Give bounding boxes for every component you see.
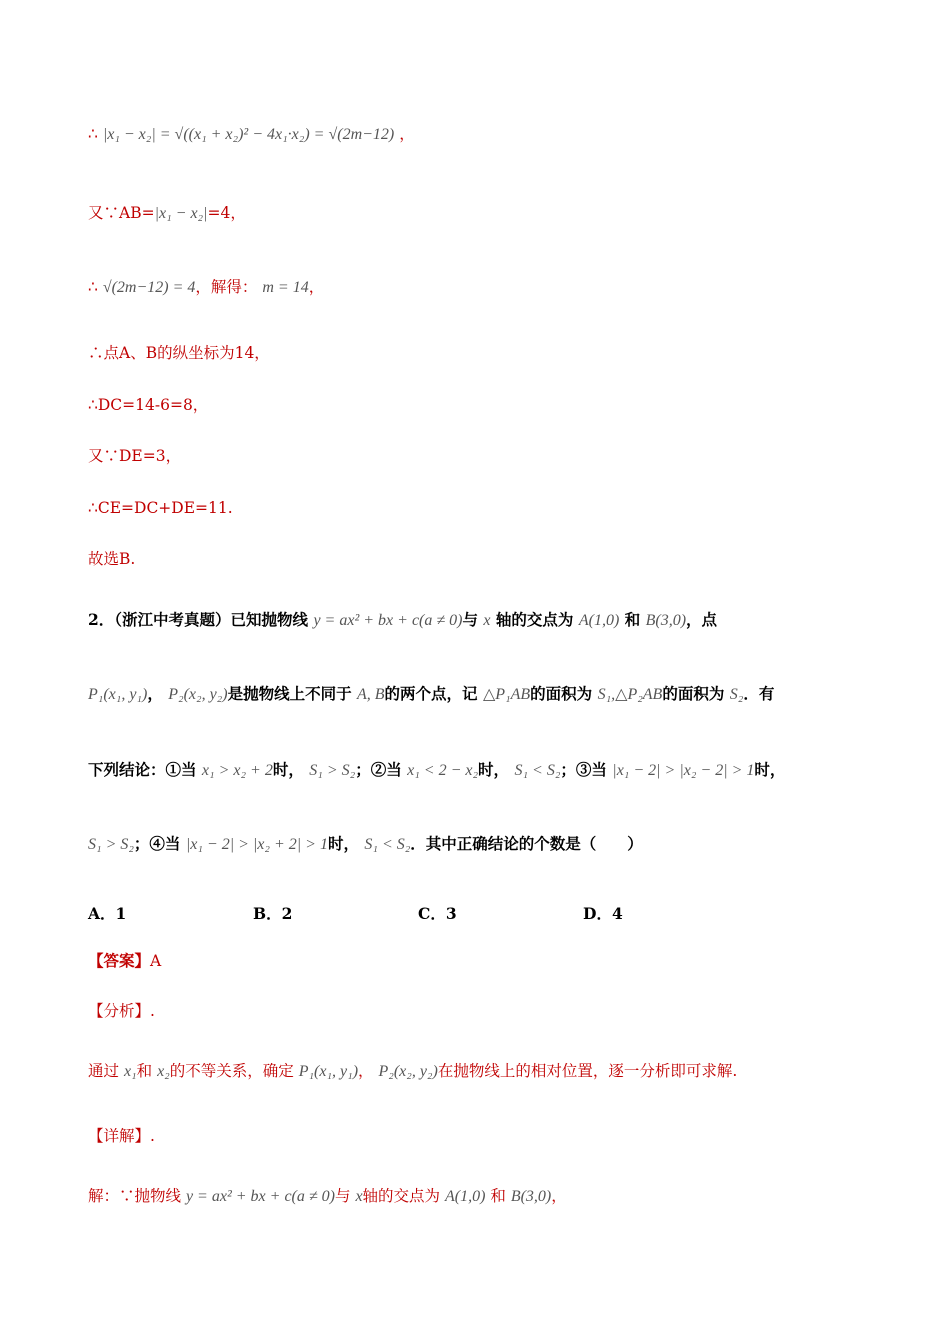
text: ， xyxy=(358,1062,374,1080)
math-p1: P₁(x₁, y₁) xyxy=(298,1063,359,1080)
math-x1: x₁ xyxy=(123,1063,137,1080)
math-result-1: S₁ > S₂ xyxy=(309,762,356,779)
text: 轴的交点为 xyxy=(362,1187,441,1205)
punct: ， xyxy=(399,125,415,143)
detail-label: 【详解】. xyxy=(88,1127,155,1145)
text: 的两个点，记 xyxy=(384,684,478,703)
math-p2: P₂(x₂, y₂) xyxy=(168,686,228,703)
question-2-line-2 xyxy=(88,686,774,703)
text: ， xyxy=(308,278,325,296)
math-sqrt-equation: √(2m−12) = 4 xyxy=(102,279,196,296)
text: 的面积为 xyxy=(662,684,725,703)
solution-line-3 xyxy=(88,280,324,296)
math-condition-1: x₁ > x₂ + 2 xyxy=(201,762,273,779)
text: ．有 xyxy=(743,684,775,703)
text: ，点 xyxy=(686,610,718,629)
text: 轴的交点为 xyxy=(495,610,574,629)
math-result-2: S₁ < S₂ xyxy=(514,762,561,779)
math-s1-triangle-2: S₁,△P₂AB xyxy=(597,686,663,703)
math-p2: P₂(x₂, y₂) xyxy=(378,1063,438,1080)
question-2-line-3 xyxy=(88,762,785,779)
solution-line-5: ∴DC=14-6=8， xyxy=(88,396,209,414)
math-abs-diff: |x₁ − x₂| xyxy=(154,205,208,222)
option-b: B．2 xyxy=(253,904,293,923)
math-condition-3: |x₁ − 2| > |x₂ − 2| > 1 xyxy=(612,762,755,779)
text: 的不等关系，确定 xyxy=(169,1062,294,1080)
solution-line-4: ∴点A、B的纵坐标为14， xyxy=(88,344,270,362)
text: ， xyxy=(551,1187,567,1205)
solution-line-2 xyxy=(88,206,246,222)
math-ab: A, B xyxy=(357,686,385,703)
math-x: x xyxy=(355,1188,363,1205)
text: 解：∵抛物线 xyxy=(88,1187,182,1205)
answer-line xyxy=(88,953,161,970)
analysis-text xyxy=(88,1064,737,1080)
math-triangle-1: △P₁AB xyxy=(482,686,531,703)
text: 通过 xyxy=(88,1062,120,1080)
text: 又∵AB= xyxy=(88,204,155,222)
text: ， xyxy=(147,684,163,703)
solution-line-6: 又∵DE=3， xyxy=(88,447,182,465)
text: 和 xyxy=(136,1062,153,1080)
text: 时， xyxy=(272,760,304,779)
math-point-b: B(3,0) xyxy=(645,612,687,629)
question-2-line-4 xyxy=(88,836,643,853)
text: 时， xyxy=(327,834,359,853)
text: =4， xyxy=(207,204,246,222)
text: ，解得： xyxy=(195,278,258,296)
detail-text xyxy=(88,1189,567,1205)
math-m-value: m = 14 xyxy=(262,279,309,296)
question-number: 2．（浙江中考真题）已知抛物线 xyxy=(88,610,309,629)
text: 时， xyxy=(478,760,510,779)
math-result-4: S₁ < S₂ xyxy=(364,836,411,853)
text: 与 xyxy=(462,610,478,629)
math-point-b: B(3,0) xyxy=(510,1188,552,1205)
solution-line-8: 故选B. xyxy=(88,550,136,568)
therefore-symbol: ∴ xyxy=(88,125,98,143)
math-s2: S₂ xyxy=(729,686,744,703)
text: ；②当 xyxy=(355,760,402,779)
solution-line-1 xyxy=(88,127,415,143)
text: 和 xyxy=(490,1187,506,1205)
option-d: D．4 xyxy=(583,904,623,923)
question-2-line-1 xyxy=(88,612,717,629)
text: ；④当 xyxy=(133,834,181,853)
text: 时， xyxy=(754,760,786,779)
text: 的面积为 xyxy=(530,684,593,703)
math-parabola: y = ax² + bx + c(a ≠ 0) xyxy=(185,1188,335,1205)
analysis-label: 【分析】. xyxy=(88,1002,155,1020)
option-c: C．3 xyxy=(418,904,457,923)
math-condition-2: x₁ < 2 − x₂ xyxy=(407,762,479,779)
text: 在抛物线上的相对位置，逐一分析即可求解. xyxy=(437,1062,738,1080)
therefore-symbol: ∴ xyxy=(88,278,98,296)
math-parabola: y = ax² + bx + c(a ≠ 0) xyxy=(313,612,463,629)
math-distance-formula: |x₁ − x₂| = √((x₁ + x₂)² − 4x₁·x₂) = √(2m−12) xyxy=(102,126,395,143)
text: ．其中正确结论的个数是（ ） xyxy=(410,834,643,853)
solution-line-7: ∴CE=DC+DE=11. xyxy=(88,499,233,517)
text: 是抛物线上不同于 xyxy=(227,684,352,703)
answer-label: 【答案】 xyxy=(88,951,151,970)
text: 下列结论：①当 xyxy=(88,760,197,779)
text: ；③当 xyxy=(560,760,607,779)
math-x2: x₂ xyxy=(157,1063,170,1080)
text: 与 xyxy=(334,1187,351,1205)
math-p1: P₁(x₁, y₁) xyxy=(88,686,148,703)
math-condition-4: |x₁ − 2| > |x₂ + 2| > 1 xyxy=(185,836,328,853)
math-point-a: A(1,0) xyxy=(578,612,620,629)
text: 和 xyxy=(624,610,641,629)
math-x: x xyxy=(483,612,491,629)
option-a: A．1 xyxy=(88,904,127,923)
math-result-3: S₁ > S₂ xyxy=(88,836,134,853)
answer-value: A xyxy=(150,952,162,970)
math-point-a: A(1,0) xyxy=(445,1188,486,1205)
